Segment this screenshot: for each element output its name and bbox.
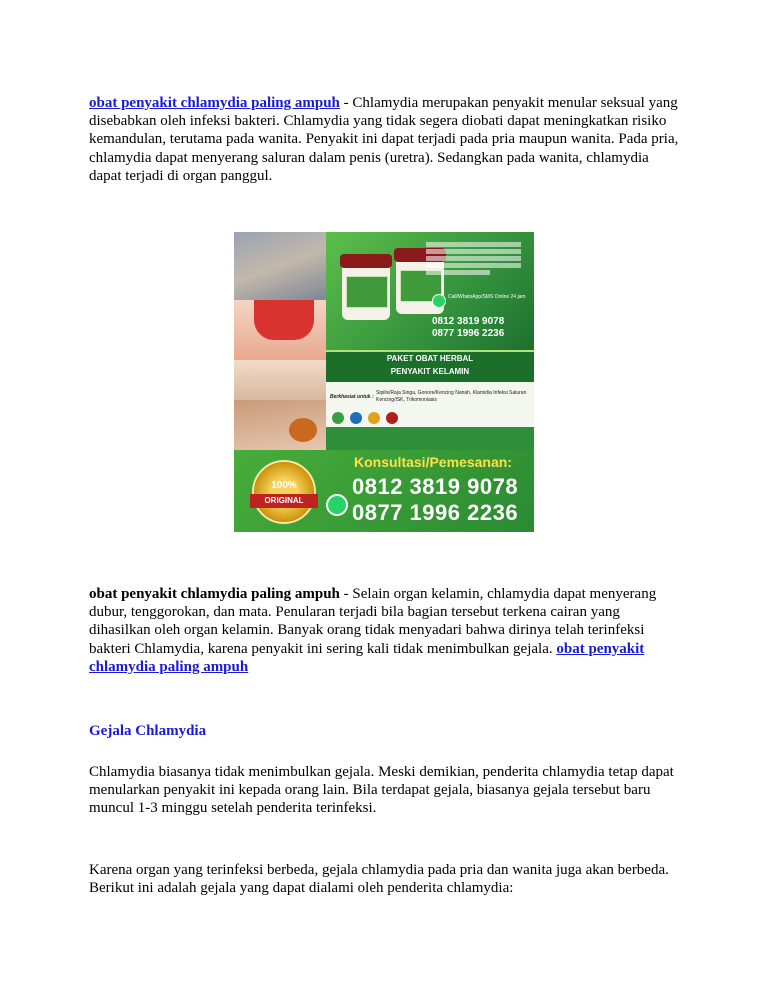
phone-numbers-small xyxy=(432,316,504,340)
whatsapp-icon-small xyxy=(432,294,446,308)
certification-icon xyxy=(332,412,344,424)
product-banner-image xyxy=(234,232,534,532)
herbal-jar-left xyxy=(342,262,390,320)
seal-percent: 100% xyxy=(271,480,297,491)
seal-original: ORIGINAL xyxy=(250,494,318,508)
certification-icon xyxy=(386,412,398,424)
second-paragraph xyxy=(89,585,681,676)
second-lead-bold: obat penyakit chlamydia paling ampuh xyxy=(89,586,340,602)
second-keyword-link[interactable]: obat penyakit chlamydia paling ampuh xyxy=(89,640,645,675)
original-seal-icon xyxy=(252,460,316,524)
phone-small-2: 0877 1996 2236 xyxy=(432,328,505,339)
intro-keyword-link[interactable]: obat penyakit chlamydia paling ampuh xyxy=(89,95,340,111)
contact-small-text: Call/WhatsApp/SMS Online 24 jam xyxy=(448,294,526,300)
intro-paragraph xyxy=(89,94,681,185)
phone-number-2: 0877 1996 2236 xyxy=(352,500,519,525)
benefit-box xyxy=(326,382,534,427)
photo-skirt xyxy=(234,300,326,360)
photo-skin xyxy=(234,400,326,450)
certification-icon xyxy=(350,412,362,424)
konsultasi-label: Konsultasi/Pemesanan: xyxy=(354,454,512,470)
benefit-text: Sipilis/Raja Singa, Gonore/Kencing Nanah, Klamidia Infeksi Saluran Kencing/ISK, Trikomoniasis xyxy=(376,390,527,403)
ribbon-line-2: PENYAKIT KELAMIN xyxy=(390,367,470,376)
second-text: - Selain organ kelamin, chlamydia dapat menyerang dubur, tenggorokan, dan mata. Penularan terjadi bila bagian tersebut terkena cairan yang dihasilkan oleh organ kelamin. Banyak orang tidak menyadari bahwa dirinya telah terinfeksi bakteri Chlamydia, karena penyakit ini sering kali tidak menimbulkan gejala. xyxy=(89,586,657,657)
banner-ribbon xyxy=(326,350,534,386)
order-section xyxy=(234,450,534,532)
phone-small-1: 0812 3819 9078 xyxy=(432,316,505,327)
ingredient-list xyxy=(426,242,532,298)
phone-number-1: 0812 3819 9078 xyxy=(352,474,519,499)
whatsapp-icon xyxy=(326,494,348,516)
intro-text: - Chlamydia merupakan penyakit menular seksual yang disebabkan oleh infeksi bakteri. Chlamydia yang tidak segera diobati dapat meningkatkan risiko kemandulan, terutama pada wanita. Penyakit ini dapat terjadi pada pria maupun wanita. Pada pria, chlamydia dapat menyerang saluran dalam penis (uretra). Sedangkan pada wanita, chlamydia dapat terjadi di organ panggul. xyxy=(89,95,679,184)
certification-icon xyxy=(368,412,380,424)
section-heading: Gejala Chlamydia xyxy=(89,723,207,739)
benefit-label: Berkhasiat untuk : xyxy=(330,394,374,400)
symptoms-paragraph-2: Karena organ yang terinfeksi berbeda, gejala chlamydia pada pria dan wanita juga akan berbeda. Berikut ini adalah gejala yang dapat dialami oleh penderita chlamydia: xyxy=(89,862,669,897)
photo-groin xyxy=(234,232,326,300)
symptoms-paragraph-1: Chlamydia biasanya tidak menimbulkan gejala. Meski demikian, penderita chlamydia tetap dapat menularkan penyakit ini kepada orang lain. Bila terdapat gejala, biasanya gejala tersebut baru muncul 1-3 minggu setelah penderita terinfeksi. xyxy=(89,764,674,817)
ribbon-line-1: PAKET OBAT HERBAL xyxy=(386,354,474,363)
photo-hand xyxy=(234,360,326,400)
